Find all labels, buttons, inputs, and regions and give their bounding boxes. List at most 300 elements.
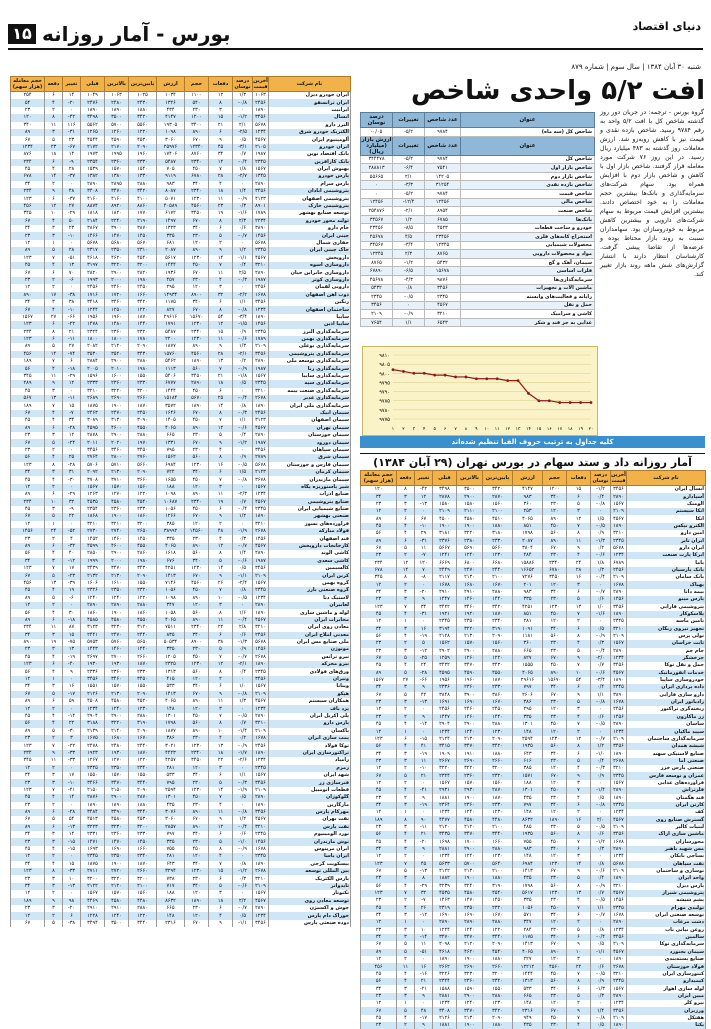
table-cell: ۱۲۰ bbox=[543, 853, 567, 860]
table-cell: ۲۵۴ bbox=[11, 92, 45, 100]
table-cell: ۱۸۲۰ bbox=[105, 210, 129, 217]
table-cell: ۳ bbox=[567, 853, 591, 860]
table-row bbox=[11, 107, 351, 114]
table-cell: ۳۴ bbox=[361, 846, 397, 853]
page-number: ۱۵ bbox=[8, 24, 36, 44]
table-cell: ۱۹۲۰ bbox=[457, 611, 483, 618]
company-name: کارتن ایران bbox=[627, 802, 706, 809]
table-cell: -۰/۳ bbox=[233, 779, 253, 786]
table-cell: ۴ bbox=[45, 365, 63, 372]
table-cell: ۹ bbox=[45, 380, 63, 387]
table-cell: ۲۳۳۰ bbox=[483, 537, 513, 544]
table-cell: ۲۸۷۸ bbox=[433, 493, 457, 500]
table-cell: ۵۶۰ bbox=[543, 633, 567, 640]
section-title: بورس - آمار روزانه bbox=[42, 22, 231, 46]
table-cell: ۵ bbox=[209, 432, 233, 439]
table-cell: ۰ bbox=[591, 956, 611, 963]
table-cell: ۱۲۳۰ bbox=[483, 552, 513, 559]
table-cell: ۱۰ bbox=[63, 875, 81, 882]
table-cell: ۱۴۶۰ bbox=[457, 596, 483, 603]
table-cell: ۴۵۰ bbox=[543, 611, 567, 618]
table-cell: ۱۲۰ bbox=[543, 581, 567, 588]
table-cell: ۱۸۷۰ bbox=[129, 861, 157, 868]
table-cell: ۸۹۰۰ bbox=[185, 292, 209, 299]
table-cell: ۳ bbox=[567, 780, 591, 787]
company-name: پارس دارو bbox=[269, 720, 351, 727]
table-cell: ۱۲۰ bbox=[185, 853, 209, 860]
table-cell: ۱۶۷۰ bbox=[129, 735, 157, 742]
table-cell: ۳۴۲۰ bbox=[129, 114, 157, 121]
table-cell: ۵ bbox=[45, 920, 63, 927]
table-cell: ۷۹۵ bbox=[157, 447, 185, 454]
table-cell: ۱۴ bbox=[63, 794, 81, 801]
table-cell: ۱۵۷۰ bbox=[105, 484, 129, 491]
table-cell: -۱۷ bbox=[63, 691, 81, 698]
table-cell: ۲۶ bbox=[209, 580, 233, 587]
table-cell: ۷۵۱۱ bbox=[157, 624, 185, 631]
table-cell: ۱۲۴۰ bbox=[457, 552, 483, 559]
table-cell: ۲۲ bbox=[209, 757, 233, 764]
table-cell: ۳۴۴۰ bbox=[483, 934, 513, 941]
table-cell: ۶۶۵ bbox=[513, 648, 543, 655]
table-cell: ۱۲ bbox=[361, 1000, 397, 1007]
table-cell: ۲۱ bbox=[415, 978, 433, 985]
table-cell: ۴۵۹۵ bbox=[81, 425, 105, 432]
table-row bbox=[11, 587, 351, 594]
table-cell: ۶۷۰ bbox=[185, 269, 209, 276]
table-cell: ۲۳۶۰ bbox=[105, 668, 129, 675]
table-cell: ۱۶۸۰ bbox=[105, 735, 129, 742]
index-row bbox=[361, 181, 595, 190]
table-row bbox=[11, 351, 351, 358]
table-cell: ۳۴۰ bbox=[185, 831, 209, 838]
table-cell: ۱۵۸۸ bbox=[433, 985, 457, 992]
table-cell: ۱۲ bbox=[361, 956, 397, 963]
table-cell: ۳۸۹۹۲ bbox=[157, 528, 185, 535]
company-name: لبنیات کالبر bbox=[627, 824, 706, 831]
table-cell: ۱۰۶۸۷ bbox=[157, 498, 185, 505]
table-row bbox=[361, 780, 706, 787]
table-cell: ۴۱ bbox=[415, 743, 433, 750]
table-cell: ۲۲ bbox=[63, 720, 81, 727]
table-cell: ۰/۳ bbox=[591, 640, 611, 647]
table-cell: ۲۱۰۵ bbox=[253, 144, 269, 151]
y-tick-label: ۹۸۱۰ bbox=[379, 353, 390, 359]
table-cell: ۲۹۰۰ bbox=[105, 713, 129, 720]
table-cell: ۱۸۹۰ bbox=[611, 750, 627, 757]
table-cell: ۴۳۴ bbox=[157, 107, 185, 114]
table-cell: ۱۲۳۴ bbox=[433, 853, 457, 860]
table-cell: ۱۵۶۷ bbox=[611, 640, 627, 647]
table-cell: ۱۲۳ bbox=[11, 336, 45, 343]
table-cell: ۳۴۵۰ bbox=[543, 574, 567, 581]
table-cell: ۹ bbox=[567, 545, 591, 552]
index-cell: ۳۱۲۵۴ bbox=[425, 181, 461, 190]
table-cell: ۵۶۷۸ bbox=[253, 240, 269, 247]
table-cell: ۱۹۶۰ bbox=[129, 151, 157, 158]
table-row bbox=[361, 919, 706, 926]
table-cell: ۶۷۰ bbox=[185, 816, 209, 823]
table-row bbox=[11, 210, 351, 217]
table-cell: ۳۴۵۰ bbox=[129, 676, 157, 683]
table-cell: ۱۰۹۸ bbox=[157, 595, 185, 602]
table-cell: ۴۰۶۵ bbox=[513, 515, 543, 522]
table-cell: ۲۳۰ bbox=[185, 535, 209, 542]
table-cell: ۲۰۸۷ bbox=[157, 247, 185, 254]
table-cell: -۱۱ bbox=[63, 336, 81, 343]
table-cell: -۰/۶ bbox=[233, 883, 253, 890]
table-row bbox=[11, 417, 351, 424]
table-cell: ۲۳۴۵ bbox=[253, 587, 269, 594]
table-cell: ۰ bbox=[63, 521, 81, 528]
table-cell: ۲۴۷۰ bbox=[457, 567, 483, 574]
table-cell: ۳ bbox=[397, 699, 415, 706]
table-cell: ۱۶۷۸ bbox=[611, 839, 627, 846]
table-cell: ۲۳۶۰ bbox=[457, 978, 483, 985]
table-cell: ۲۳ bbox=[361, 758, 397, 765]
table-cell: ۱۸۷۰ bbox=[483, 794, 513, 801]
table-cell: ۱۱۸۱ bbox=[513, 633, 543, 640]
table-row bbox=[11, 314, 351, 321]
table-cell: ۲/۰ bbox=[591, 816, 611, 823]
table-cell: -۰/۶ bbox=[591, 670, 611, 677]
table-cell: ۴۵۸۵ bbox=[81, 617, 105, 624]
table-cell: ۱۲۳۰ bbox=[483, 1000, 513, 1007]
table-cell: ۲۸ bbox=[63, 247, 81, 254]
table-cell: ۲۰۲۰ bbox=[105, 439, 129, 446]
table-cell: -۳۲ bbox=[63, 543, 81, 550]
table-row bbox=[361, 809, 706, 816]
table-cell: ۱۹۹۵ bbox=[105, 151, 129, 158]
company-name: ایران خودرو دیزل bbox=[269, 92, 351, 100]
table-cell: -۱/۶ bbox=[233, 210, 253, 217]
index-cell: ۲/۳ bbox=[393, 250, 425, 259]
table-cell: ۹ bbox=[415, 846, 433, 853]
table-cell: ۲۰۹۰ bbox=[483, 941, 513, 948]
left-header-10: آخرین قیمت bbox=[253, 78, 268, 90]
table-cell: ۷۱۷ bbox=[157, 883, 185, 890]
x-tick-label: ۷ bbox=[454, 427, 457, 432]
table-cell: -۷۵ bbox=[63, 639, 81, 646]
table-cell: ۲۳۲۰ bbox=[129, 587, 157, 594]
table-cell: ۲۳۵۰ bbox=[457, 905, 483, 912]
table-cell: ۳۲۳۰ bbox=[457, 971, 483, 978]
table-cell: ۱۴۵۰ bbox=[129, 535, 157, 542]
company-name: سیمان اصفهان bbox=[269, 417, 351, 424]
table-cell: ۱۲۳۰ bbox=[185, 462, 209, 469]
table-row bbox=[361, 596, 706, 603]
table-cell: ۰ bbox=[233, 284, 253, 291]
company-name: خدمات انفورماتیک bbox=[627, 670, 706, 677]
table-row bbox=[361, 905, 706, 912]
table-cell: ۱/۸ bbox=[591, 559, 611, 566]
table-cell: ۷ bbox=[209, 262, 233, 269]
company-name: توکا فولاد bbox=[269, 742, 351, 749]
table-cell: ۱۴۵۶ bbox=[253, 232, 269, 239]
table-cell: ۲ bbox=[397, 552, 415, 559]
table-cell: ۴۵۰ bbox=[185, 388, 209, 395]
table-cell: -۲۳ bbox=[63, 572, 81, 579]
table-cell: ۱۵۵۰ bbox=[129, 373, 157, 380]
table-cell: ۱۵۵۵ bbox=[513, 662, 543, 669]
table-cell: ۲۶۹۰ bbox=[105, 395, 129, 402]
table-cell: -۱۲ bbox=[63, 558, 81, 565]
table-cell: ۲۱۵۰ bbox=[105, 787, 129, 794]
table-cell: ۱۸۹ bbox=[361, 816, 397, 823]
table-cell: ۶ bbox=[45, 269, 63, 276]
table-cell: ۳۲۱۰ bbox=[611, 530, 627, 537]
table-cell: ۴۶۲۰ bbox=[457, 949, 483, 956]
table-cell: ۳۴۵۶ bbox=[253, 188, 269, 195]
table-cell: ۳۲۰۰ bbox=[129, 824, 157, 831]
table-cell: ۴ bbox=[209, 447, 233, 454]
table-cell: -۰/۸ bbox=[233, 306, 253, 313]
table-cell: ۳ bbox=[397, 750, 415, 757]
left-header-11: نام شرکت bbox=[269, 77, 351, 92]
table-cell: ۱۲ bbox=[63, 380, 81, 387]
table-cell: -۲۲ bbox=[63, 321, 81, 328]
table-cell: ۸۹۰ bbox=[185, 824, 209, 831]
table-cell: ۴ bbox=[397, 662, 415, 669]
company-name: پارس خودرو bbox=[269, 173, 351, 180]
table-cell: ۱۲۰ bbox=[543, 618, 567, 625]
table-cell: ۱۰۵۶ bbox=[513, 905, 543, 912]
table-cell: ۴۵۶ bbox=[11, 580, 45, 587]
table-cell: ۳۴۷ bbox=[157, 602, 185, 609]
table-cell: ۱۰۵۸ bbox=[157, 609, 185, 616]
table-row bbox=[11, 188, 351, 195]
table-cell: ۴۰۶۵ bbox=[157, 543, 185, 550]
index-row bbox=[361, 241, 595, 250]
table-row bbox=[11, 595, 351, 602]
table-cell: ۸۹ bbox=[11, 728, 45, 735]
table-cell: ۲۲ bbox=[63, 513, 81, 520]
x-tick-label: ۱۲ bbox=[505, 427, 511, 432]
table-cell: ۱۲۰ bbox=[415, 559, 433, 566]
table-cell: ۱۹۳۰ bbox=[105, 750, 129, 757]
table-cell: ۳۴ bbox=[11, 883, 45, 890]
table-cell: ۲۱۹۰ bbox=[129, 218, 157, 225]
table-cell: ۳۴۵۶ bbox=[81, 447, 105, 454]
table-cell: ۲۳۶۴ bbox=[433, 802, 457, 809]
table-cell: ۱۲۲۰ bbox=[483, 655, 513, 662]
table-cell: ۳۶۷۸ bbox=[253, 476, 269, 483]
table-cell: ۲۳ bbox=[11, 779, 45, 786]
table-cell: ۲۴۷۰ bbox=[105, 410, 129, 417]
table-cell: ۱۲ bbox=[361, 706, 397, 713]
index-cell: ۴/۵ bbox=[393, 232, 425, 241]
table-cell: ۸۹۰ bbox=[543, 537, 567, 544]
table-cell: ۲۱۰۰ bbox=[483, 508, 513, 515]
table-cell: ۱۵۷۰ bbox=[457, 640, 483, 647]
table-cell: ۱/۵ bbox=[591, 515, 611, 522]
table-row bbox=[361, 537, 706, 544]
table-cell: -۰/۸ bbox=[233, 476, 253, 483]
table-cell: -۳۱ bbox=[415, 611, 433, 618]
table-cell: ۴۵ bbox=[11, 476, 45, 483]
index-name: شاخص صنعت bbox=[461, 207, 595, 216]
table-cell: ۳۸۹۰ bbox=[253, 225, 269, 232]
company-name: ملی صنایع مس ایران bbox=[269, 639, 351, 646]
company-name: مس شهید باهنر bbox=[627, 846, 706, 853]
table-cell: ۲۴۴۰ bbox=[483, 567, 513, 574]
table-cell: ۱۸۹۰ bbox=[253, 314, 269, 321]
table-row bbox=[361, 662, 706, 669]
table-cell: ۴۵۰ bbox=[543, 905, 567, 912]
company-name: حفاری شمال bbox=[269, 240, 351, 247]
data-point bbox=[569, 401, 572, 404]
series-line bbox=[393, 370, 591, 403]
table-cell: ۰ bbox=[415, 1000, 433, 1007]
table-cell: ۷ bbox=[209, 654, 233, 661]
table-cell: ۸ bbox=[209, 720, 233, 727]
index-row bbox=[361, 155, 595, 164]
table-cell: ۳۳۵ bbox=[157, 838, 185, 845]
table-cell: ۲۱۰۹ bbox=[611, 868, 627, 875]
table-cell: ۱۷۴۰۶ bbox=[157, 151, 185, 158]
table-cell: -۳۰ bbox=[63, 476, 81, 483]
company-name: هپکو bbox=[269, 691, 351, 698]
table-cell: -۲۹ bbox=[63, 210, 81, 217]
table-cell: ۶۷ bbox=[11, 691, 45, 698]
table-cell: ۱۲۰ bbox=[543, 919, 567, 926]
table-cell: ۴ bbox=[45, 476, 63, 483]
table-cell: ۴۵۶۷ bbox=[253, 617, 269, 624]
table-cell: ۷ bbox=[209, 166, 233, 173]
table-cell: -۶ bbox=[63, 277, 81, 284]
table-cell: ۳۵۰۰ bbox=[105, 114, 129, 121]
table-cell: ۱۹۸۷ bbox=[253, 365, 269, 372]
table-cell: ۷ bbox=[45, 255, 63, 262]
table-row bbox=[361, 787, 706, 794]
table-row bbox=[11, 122, 351, 129]
index-header-0: درصد نوسان bbox=[361, 113, 393, 128]
table-cell: ۲۸۹۰ bbox=[611, 993, 627, 1000]
table-cell: ۶ bbox=[397, 515, 415, 522]
table-cell: ۴۵۰ bbox=[185, 262, 209, 269]
table-cell: ۳ bbox=[209, 602, 233, 609]
table-cell: ۶۸۰۰ bbox=[457, 559, 483, 566]
table-cell: -۶ bbox=[63, 595, 81, 602]
table-cell: ۲۳۶۰ bbox=[105, 159, 129, 166]
table-cell: ۲۶۶۰ bbox=[483, 963, 513, 970]
table-cell: ۱۲ bbox=[361, 508, 397, 515]
table-cell: ۱۲ bbox=[11, 676, 45, 683]
table-cell: ۳۲۱۰ bbox=[253, 824, 269, 831]
index-cell: ۹۷۸۴ bbox=[425, 128, 461, 137]
table-cell: ۱۲۳۰ bbox=[483, 809, 513, 816]
table-cell: ۱۲۰ bbox=[543, 765, 567, 772]
table-cell: ۱۴ bbox=[63, 831, 81, 838]
table-cell: ۸ bbox=[209, 410, 233, 417]
table-cell: ۲۳۰ bbox=[185, 802, 209, 809]
table-cell: ۹ bbox=[45, 750, 63, 757]
company-name: الکتریک خودرو شرق bbox=[269, 129, 351, 136]
table-cell: ۰ bbox=[591, 780, 611, 787]
table-cell: ۴ bbox=[45, 654, 63, 661]
table-cell: ۲۱۰۹ bbox=[253, 787, 269, 794]
table-cell: ۲۳۰ bbox=[543, 794, 567, 801]
table-cell: ۵ bbox=[567, 758, 591, 765]
table-cell: ۲۰۰۵ bbox=[81, 365, 105, 372]
table-cell: ۰/۳ bbox=[591, 567, 611, 574]
table-cell: ۲۳۰ bbox=[185, 646, 209, 653]
table-cell: -۲۵ bbox=[415, 655, 433, 662]
company-name: سایپا bbox=[269, 314, 351, 321]
table-cell: ۰/۶ bbox=[591, 831, 611, 838]
company-name: لعابیران bbox=[269, 602, 351, 609]
index-row bbox=[361, 284, 595, 293]
table-row bbox=[361, 721, 706, 728]
table-cell: ۱۲۴۰ bbox=[81, 595, 105, 602]
table-cell: ۱۲۲۰ bbox=[129, 306, 157, 313]
table-cell: ۱۹ bbox=[45, 639, 63, 646]
table-cell: ۳ bbox=[567, 508, 591, 515]
index-cell: -۱۲/۴ bbox=[393, 198, 425, 207]
table-cell: ۴ bbox=[63, 535, 81, 542]
table-row bbox=[11, 491, 351, 498]
table-cell: ۳ bbox=[45, 506, 63, 513]
table-cell: ۲۴۶۰ bbox=[105, 284, 129, 291]
table-cell: ۴ bbox=[397, 743, 415, 750]
company-name: سرمایه‌گذاری پتروشیمی bbox=[269, 351, 351, 358]
index-cell: ۳۴۵۶۷ bbox=[361, 241, 393, 250]
table-cell: ۴۲ bbox=[415, 692, 433, 699]
index-cell: ۳۲۱۰ bbox=[425, 310, 461, 319]
table-cell: ۱۳۳۰ bbox=[129, 173, 157, 180]
company-name: تامین ماسه bbox=[627, 618, 706, 625]
table-cell: ۲۶ bbox=[415, 905, 433, 912]
table-cell: ۲۵۹۴ bbox=[513, 736, 543, 743]
table-cell: ۲ bbox=[45, 765, 63, 772]
table-cell: ۶۷ bbox=[11, 306, 45, 313]
table-cell: ۳۴۶۰ bbox=[105, 447, 129, 454]
company-name: بهپاک bbox=[627, 581, 706, 588]
table-cell: ۱۲۳ bbox=[11, 195, 45, 202]
company-name: سرمایه‌گذاری سایپا bbox=[269, 373, 351, 380]
table-cell: ۱۸۰۰ bbox=[105, 336, 129, 343]
table-cell: ۲۸۹۰ bbox=[253, 550, 269, 557]
table-cell: ۸۹ bbox=[11, 491, 45, 498]
table-cell: ۳ bbox=[209, 284, 233, 291]
table-cell: ۲ bbox=[209, 521, 233, 528]
table-cell: ۳۵۷۲ bbox=[157, 402, 185, 409]
company-name: کالسیمین bbox=[269, 565, 351, 572]
table-cell: ۴ bbox=[45, 550, 63, 557]
company-name: معادن روی ایران bbox=[269, 624, 351, 631]
table-cell: ۱۲۳۴ bbox=[433, 809, 457, 816]
index-cell: ۲۳۴۵۶ bbox=[425, 232, 461, 241]
table-cell: ۱۲۳۰ bbox=[185, 336, 209, 343]
index-name: استخراج کانه‌های فلزی bbox=[461, 232, 595, 241]
table-cell: ۲۳ bbox=[11, 232, 45, 239]
table-cell: ۱۹۳۰۵ bbox=[157, 122, 185, 129]
table-cell: ۱۱ bbox=[45, 624, 63, 631]
table-cell: ۲۱۲۲ bbox=[433, 868, 457, 875]
table-cell: ۱۲ bbox=[567, 515, 591, 522]
table-cell: ۲۸۸۰ bbox=[483, 846, 513, 853]
table-cell: -۱۰ bbox=[415, 765, 433, 772]
table-row bbox=[361, 765, 706, 772]
table-cell: ۶ bbox=[63, 358, 81, 365]
table-cell: ۴۵۶۷ bbox=[253, 498, 269, 505]
table-cell: ۲۳ bbox=[11, 735, 45, 742]
table-row bbox=[11, 92, 351, 100]
table-row bbox=[11, 365, 351, 372]
y-tick-label: ۹۷۷۵ bbox=[379, 417, 390, 423]
table-row bbox=[11, 580, 351, 587]
table-cell: ۴۵۰ bbox=[543, 1015, 567, 1022]
